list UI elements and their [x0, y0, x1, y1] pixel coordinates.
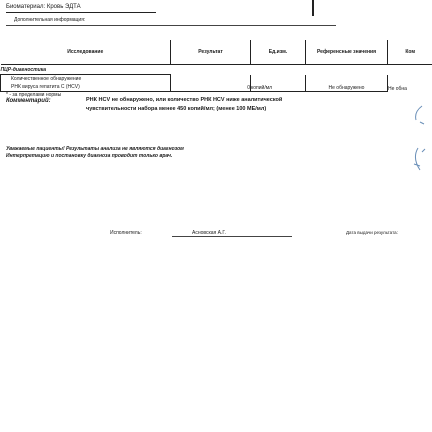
- section-row: [1, 65, 432, 75]
- additional-info-underline: [6, 25, 336, 26]
- column-header-result: Результат: [198, 49, 223, 55]
- stamp-fragment-icon: [408, 104, 428, 174]
- patient-notice-line2: Интерпретацию и постановку диагноза проводит только врач.: [6, 153, 173, 159]
- biomaterial-underline: [6, 12, 156, 13]
- section-title: ПЦР-диагностика: [0, 66, 47, 73]
- results-table: [0, 40, 432, 92]
- table-header-row: [1, 40, 432, 65]
- column-header-unit: Ед.изм.: [251, 40, 306, 65]
- test-name-line2: РНК вируса гепатита С (HCV): [1, 83, 171, 92]
- executor-name: Асновская А.Г.: [172, 230, 292, 237]
- footnote: * - за пределами нормы: [6, 92, 62, 98]
- biomaterial-label: Биоматериал: Кровь ЭДТА: [6, 4, 81, 10]
- executor-label: Исполнитель:: [110, 230, 142, 236]
- result-value: 0: [171, 75, 251, 92]
- table-row: [1, 75, 432, 84]
- column-header-test: Исследование: [1, 40, 171, 65]
- date-label: Дата выдачи результата:: [346, 230, 398, 235]
- comment-label: Комментарий:: [6, 98, 51, 104]
- column-header-comment: Ком: [405, 49, 416, 55]
- header-divider: [312, 0, 314, 16]
- unit-value: копий/мл: [251, 75, 306, 92]
- reference-value: Не обнаружено: [306, 75, 388, 92]
- column-header-reference: Референсные значения: [306, 40, 388, 65]
- additional-info-label: Дополнительная информация:: [14, 17, 86, 23]
- test-name-line1: Количественное обнаружение: [1, 75, 171, 84]
- comment-value: Не обна: [388, 85, 407, 92]
- comment-text: РНК HCV не обнаружено, или количество РНК HCV ниже аналитической чувствительности набора менее 450 копий/мл; (менее 100 МЕ/мл): [86, 97, 283, 112]
- patient-notice-line1: Уважаемые пациенты! Результаты анализа не являются диагнозом: [6, 146, 184, 152]
